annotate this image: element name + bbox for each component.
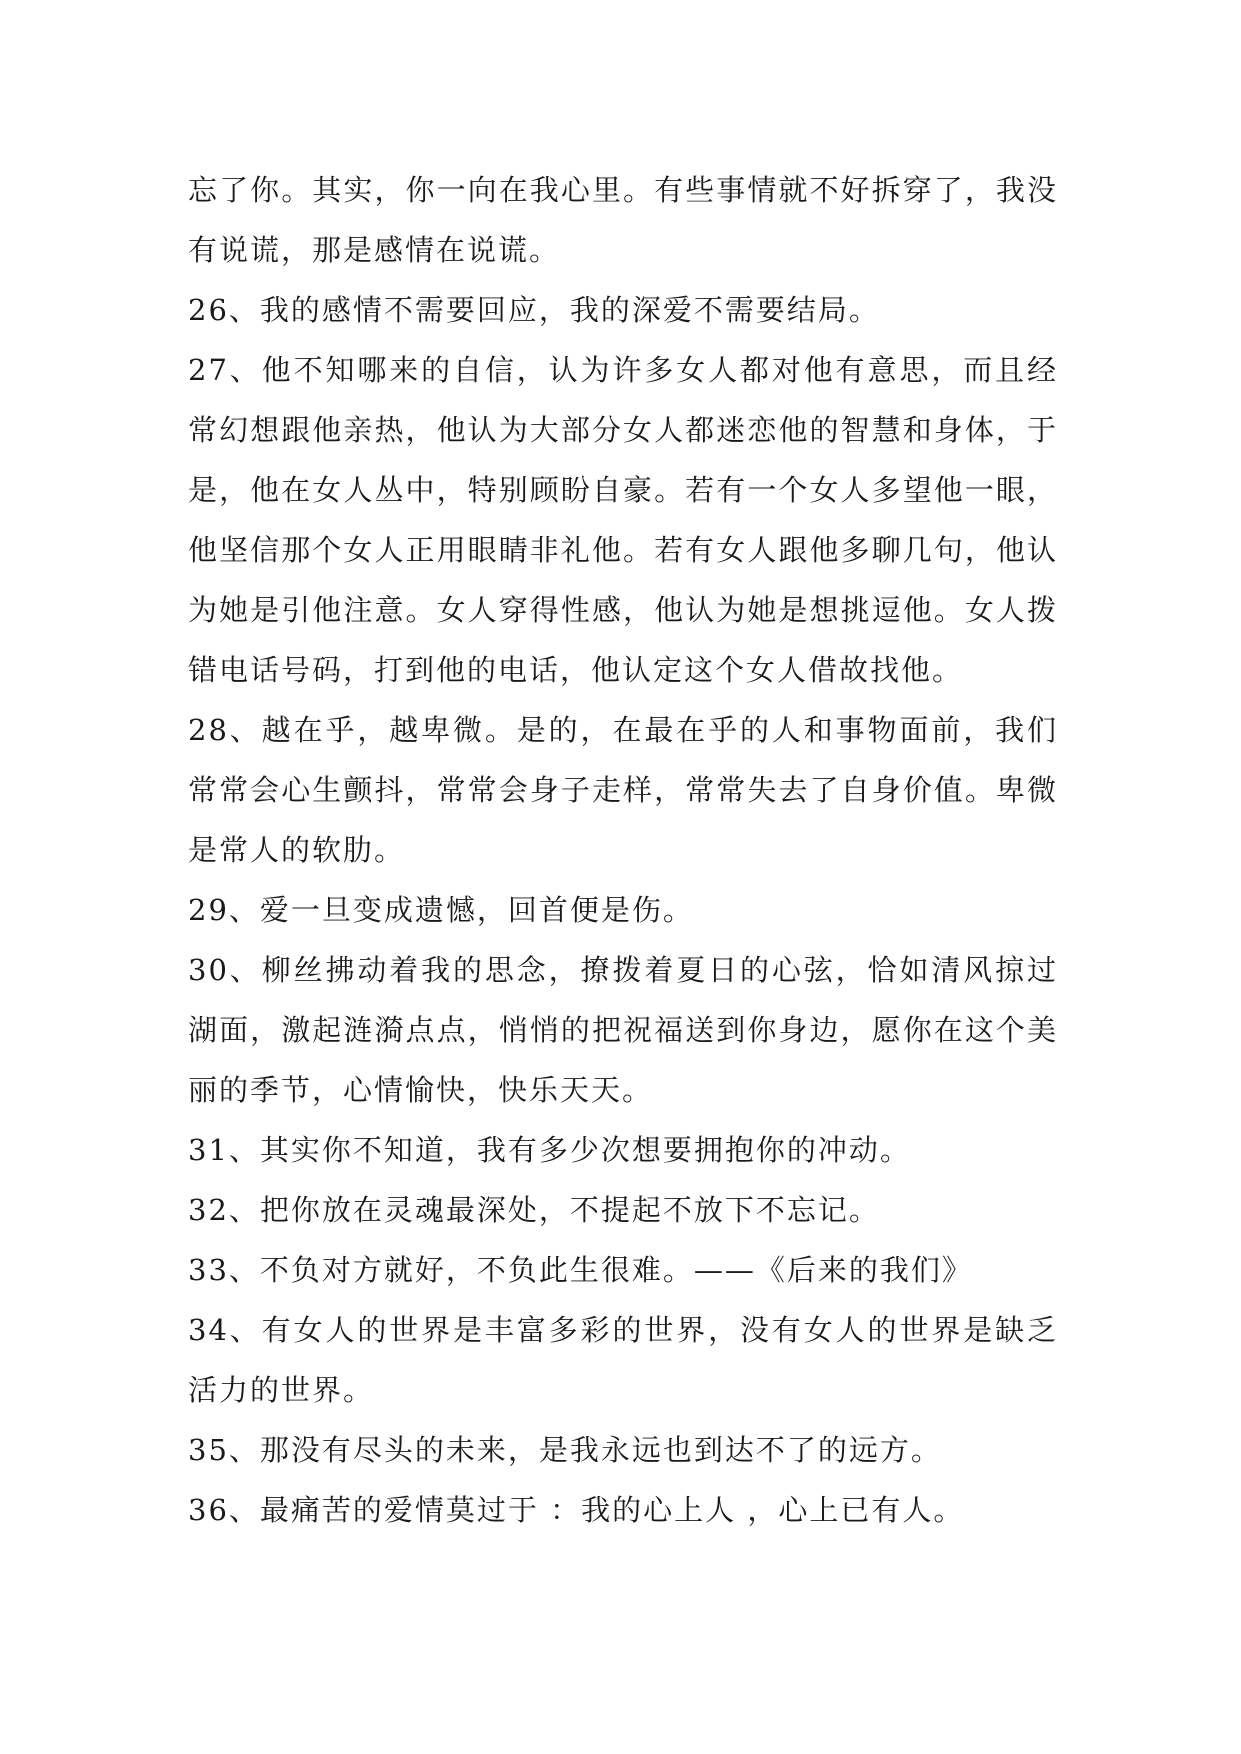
paragraph-30: 30、柳丝拂动着我的思念，撩拨着夏日的心弦，恰如清风掠过湖面，激起涟漪点点，悄悄的把祝福送到你身边，愿你在这个美丽的季节，心情愉快，快乐天天。 — [188, 953, 1058, 1107]
paragraph-28: 28、越在乎，越卑微。是的，在最在乎的人和事物面前，我们常常会心生颤抖，常常会身子走样，常常失去了自身价值。卑微是常人的软肋。 — [188, 713, 1058, 867]
paragraph-36: 36、最痛苦的爱情莫过于 ：我的心上人 ，心上已有人。 — [188, 1493, 965, 1527]
paragraph-34: 34、有女人的世界是丰富多彩的世界，没有女人的世界是缺乏活力的世界。 — [188, 1313, 1058, 1407]
paragraph-31: 31、其实你不知道，我有多少次想要拥抱你的冲动。 — [188, 1133, 911, 1167]
paragraph-29: 29、爱一旦变成遗憾，回首便是伤。 — [188, 893, 694, 927]
paragraph-33: 33、不负对方就好，不负此生很难。——《后来的我们》 — [188, 1253, 973, 1287]
paragraph-35: 35、那没有尽头的未来，是我永远也到达不了的远方。 — [188, 1433, 942, 1467]
document-page — [188, 160, 1058, 1540]
paragraph-27: 27、他不知哪来的自信，认为许多女人都对他有意思，而且经常幻想跟他亲热，他认为大部分女人都迷恋他的智慧和身体，于是，他在女人丛中，特别顾盼自豪。若有一个女人多望他一眼，他坚信那个女人正用眼睛非礼他。若有女人跟他多聊几句，他认为她是引他注意。女人穿得性感，他认为她是想挑逗他。女人拨错电话号码，打到他的电话，他认定这个女人借故找他。 — [188, 353, 1058, 687]
paragraph-32: 32、把你放在灵魂最深处，不提起不放下不忘记。 — [188, 1193, 880, 1227]
paragraph-continuation: 忘了你。其实，你一向在我心里。有些事情就不好拆穿了，我没有说谎，那是感情在说谎。 — [188, 173, 1058, 267]
paragraph-26: 26、我的感情不需要回应，我的深爱不需要结局。 — [188, 293, 880, 327]
